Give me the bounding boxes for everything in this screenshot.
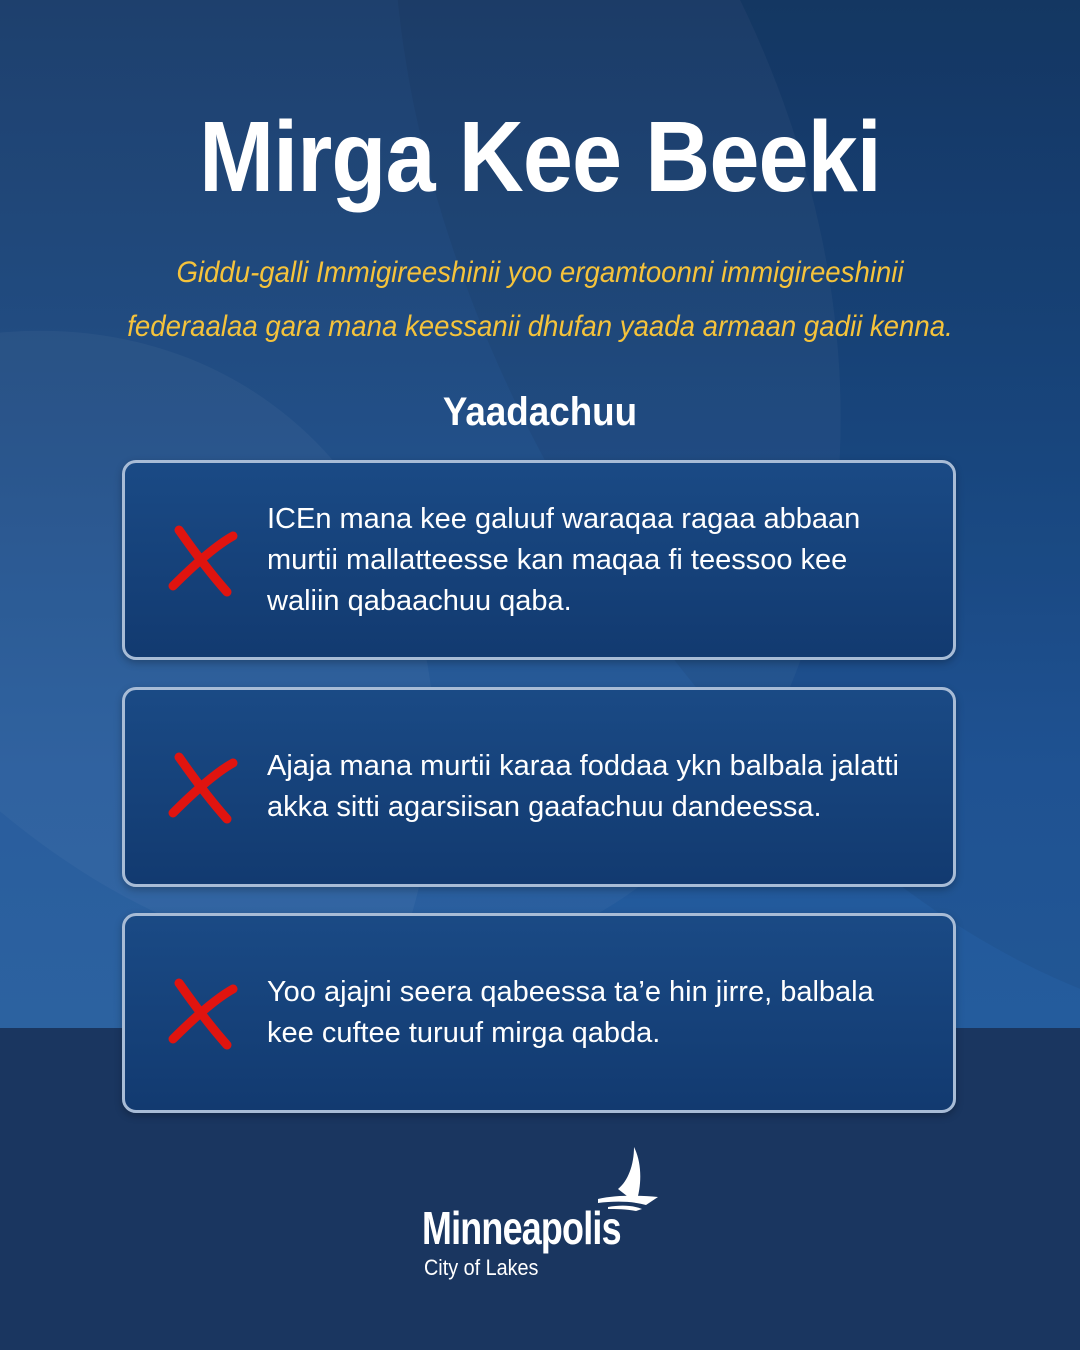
subtitle-line: federaalaa gara mana keessanii dhufan yaada armaan gadii kenna.: [127, 310, 953, 343]
card-text: ICEn mana kee galuuf waraqaa ragaa abbaan murtii mallatteesse kan maqaa fi teessoo kee waliin qabaachuu qaba.: [267, 502, 861, 617]
logo-tagline: City of Lakes: [424, 1255, 539, 1280]
minneapolis-logo: [422, 1145, 662, 1285]
page-title: Mirga Kee Beeki: [199, 101, 881, 213]
section-heading: Yaadachuu: [442, 390, 638, 434]
red-x-icon: [165, 975, 241, 1051]
red-x-icon: [165, 522, 241, 598]
info-card: [122, 460, 956, 660]
red-x-icon: [165, 749, 241, 825]
card-text: Ajaja mana murtii karaa foddaa ykn balbala jalatti akka sitti agarsiisan gaafachuu dandeessa.: [267, 750, 899, 823]
logo-wordmark: Minneapolis: [422, 1202, 621, 1254]
card-text: Yoo ajajni seera qabeessa ta’e hin jirre, balbala kee cuftee turuuf mirga qabda.: [267, 976, 874, 1049]
info-card: [122, 913, 956, 1113]
info-card: [122, 687, 956, 887]
subtitle-line: Giddu-galli Immigireeshinii yoo ergamtoonni immigireeshinii: [176, 256, 904, 289]
subtitle: [80, 246, 1000, 354]
